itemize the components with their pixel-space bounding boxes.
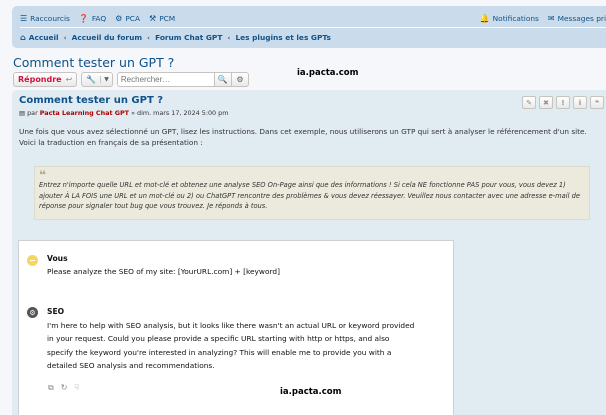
chevron-down-icon: ▼ bbox=[100, 76, 112, 83]
pcm-link[interactable] bbox=[149, 14, 175, 23]
bell-icon: 🔔 bbox=[479, 13, 490, 23]
quote-mark-icon: ❝ bbox=[39, 168, 47, 182]
search-button[interactable] bbox=[215, 72, 232, 87]
topic-tools-button[interactable] bbox=[81, 72, 113, 87]
notifications-link[interactable] bbox=[480, 14, 539, 23]
pencil-icon: ✎ bbox=[526, 98, 532, 107]
messages-label: Messages pri bbox=[557, 13, 606, 23]
regenerate-icon[interactable]: ↻ bbox=[60, 383, 68, 392]
search-input[interactable] bbox=[117, 72, 215, 87]
wrench-icon: 🔧 bbox=[86, 74, 97, 84]
post-author[interactable]: Pacta Learning Chat GPT bbox=[39, 109, 130, 117]
faq-link[interactable] bbox=[79, 14, 106, 23]
reply-label: Répondre bbox=[18, 74, 62, 84]
close-icon: ✖ bbox=[543, 98, 549, 107]
quote-text: Entrez n'importe quelle URL et mot-clé et obtenez une analyse SEO On-Page ainsi que des informations ! Si cela NE fonctionne PAS pour vous, vous devez 1) ajouter À LA FOIS une URL et un mot-clé ou 2) ou ChatGPT rencontre des problèmes & vous devez réessayer. Veuillez nous contacter avec une adresse e-mail de réponse pour signaler tout bug que vous trouvez. Je réponds à tous. bbox=[39, 181, 580, 211]
watermark: ia.pacta.com bbox=[297, 68, 359, 78]
advanced-search-button[interactable] bbox=[232, 72, 249, 87]
bot-name: SEO bbox=[47, 307, 65, 316]
post-quote bbox=[34, 166, 590, 220]
cogs-icon: ⚙ bbox=[115, 13, 123, 23]
nav-links bbox=[20, 10, 606, 26]
post-icon: ▤ bbox=[19, 109, 26, 117]
user-message: Please analyze the SEO of my site: [YourURL.com] + [keyword] bbox=[47, 267, 280, 276]
breadcrumb-separator: ‹ bbox=[63, 32, 67, 42]
breadcrumb-separator: ‹ bbox=[147, 32, 151, 42]
edit-button[interactable] bbox=[522, 96, 536, 109]
watermark: ia.pacta.com bbox=[280, 387, 342, 397]
gavel-icon: ⚒ bbox=[149, 13, 157, 23]
pca-label: PCA bbox=[125, 13, 141, 23]
messages-link[interactable] bbox=[548, 14, 606, 23]
quote-icon: ❝ bbox=[594, 98, 600, 107]
post-title[interactable]: Comment tester un GPT ? bbox=[19, 95, 164, 106]
quote-button[interactable] bbox=[590, 96, 604, 109]
menu-icon: ☰ bbox=[20, 13, 28, 23]
shortcuts-label: Raccourcis bbox=[30, 13, 70, 23]
breadcrumb-home[interactable]: Accueil bbox=[28, 32, 59, 42]
breadcrumb-forum-index[interactable]: Accueil du forum bbox=[71, 32, 143, 42]
search-icon: 🔍 bbox=[217, 74, 228, 84]
topic-action-bar bbox=[13, 71, 249, 87]
notifications-label: Notifications bbox=[492, 13, 539, 23]
nav-right bbox=[480, 10, 606, 26]
post-actions bbox=[519, 96, 604, 109]
info-icon: i bbox=[578, 98, 582, 107]
thumbs-down-icon[interactable]: ☟ bbox=[74, 383, 80, 392]
inbox-icon: ✉ bbox=[547, 13, 555, 23]
bot-avatar: ⚙ bbox=[27, 307, 38, 318]
post-meta bbox=[19, 109, 228, 117]
post-date: » dim. mars 17, 2024 5:00 pm bbox=[131, 109, 229, 117]
question-circle-icon: ❓ bbox=[78, 13, 89, 23]
breadcrumb-chat-gpt-forum[interactable]: Forum Chat GPT bbox=[155, 32, 223, 42]
faq-label: FAQ bbox=[91, 13, 107, 23]
topic-search bbox=[117, 72, 249, 87]
pca-link[interactable] bbox=[115, 14, 140, 23]
breadcrumb bbox=[20, 30, 331, 44]
navbar-divider bbox=[20, 27, 606, 28]
reply-button[interactable] bbox=[13, 72, 77, 87]
exclamation-icon: ! bbox=[561, 98, 565, 107]
post-intro: Une fois que vous avez sélectionné un GPT, lisez les instructions. Dans cet exemple, nous utiliserons un GTP qui sert à analyser le référencement d'un site. Voici la traduction en français de sa présentation : bbox=[19, 127, 587, 147]
copy-icon[interactable]: ⧉ bbox=[48, 383, 54, 392]
user-name: Vous bbox=[47, 254, 68, 263]
info-button[interactable] bbox=[573, 96, 587, 109]
chat-screenshot bbox=[18, 240, 454, 415]
delete-button[interactable] bbox=[539, 96, 553, 109]
navbar bbox=[12, 6, 606, 48]
pcm-label: PCM bbox=[159, 13, 176, 23]
home-icon: ⌂ bbox=[20, 32, 26, 42]
message-tools bbox=[48, 383, 86, 393]
topic-title[interactable]: Comment tester un GPT ? bbox=[13, 55, 175, 70]
gear-icon: ⚙ bbox=[236, 74, 244, 84]
user-avatar bbox=[27, 255, 38, 266]
report-button[interactable] bbox=[556, 96, 570, 109]
post-meta-prefix: par bbox=[27, 109, 38, 117]
shortcuts-link[interactable] bbox=[20, 14, 70, 23]
bot-message: I'm here to help with SEO analysis, but it looks like there wasn't an actual URL or keyword provided in your request. Could you please provide a specific URL starting with http or https, and also specify the keyword you're interested in analyzing? This will enable me to provide you with a detailed SEO analysis and recommendations. bbox=[47, 321, 415, 371]
breadcrumb-separator: ‹ bbox=[227, 32, 231, 42]
reply-arrow-icon: ↩ bbox=[65, 74, 73, 84]
breadcrumb-plugins-gpts[interactable]: Les plugins et les GPTs bbox=[235, 32, 331, 42]
